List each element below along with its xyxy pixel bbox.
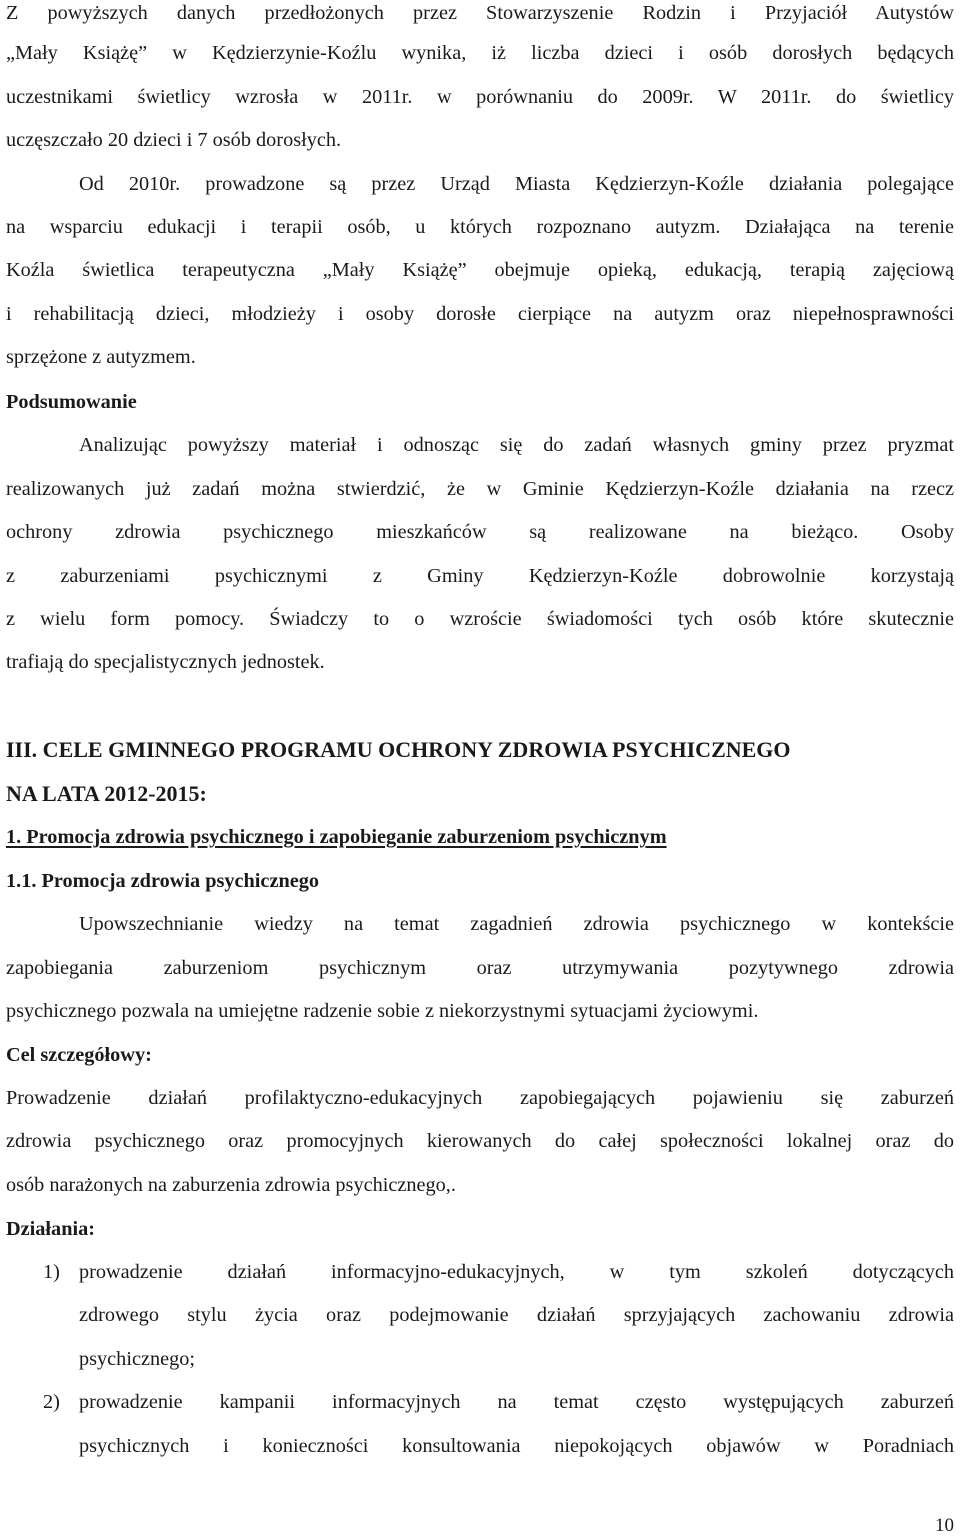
subsection-1-1-line-2: zapobiegania zaburzeniom psychicznym oraz utrzymywania pozytywnego zdrowia	[6, 957, 954, 979]
paragraph-1-line-1: Z powyższych danych przedłożonych przez Stowarzyszenie Rodzin i Przyjaciół Autystów	[6, 2, 954, 24]
page-number: 10	[935, 1515, 954, 1536]
paragraph-2-line-2: na wsparciu edukacji i terapii osób, u których rozpoznano autyzm. Działająca na terenie	[6, 216, 954, 238]
paragraph-2-line-3: Koźla świetlica terapeutyczna „Mały Książę” obejmuje opieką, edukacją, terapią zajęciową	[6, 259, 954, 281]
section-heading-line-2: NA LATA 2012-2015:	[6, 781, 207, 806]
summary-line-4: z zaburzeniami psychicznymi z Gminy Kędzierzyn-Koźle dobrowolnie korzystają	[6, 565, 954, 587]
section-heading-line-1: III. CELE GMINNEGO PROGRAMU OCHRONY ZDROWIA PSYCHICZNEGO	[6, 737, 791, 762]
paragraph-2-line-4: i rehabilitacją dzieci, młodzieży i osoby dorosłe cierpiące na autyzm oraz niepełnosprawności	[6, 303, 954, 325]
summary-heading: Podsumowanie	[6, 391, 137, 413]
action-1-line-1: prowadzenie działań informacyjno-edukacyjnych, w tym szkoleń dotyczących	[79, 1261, 954, 1283]
action-2-number: 2)	[43, 1391, 60, 1413]
summary-line-6: trafiają do specjalistycznych jednostek.	[6, 651, 325, 673]
subsection-1-1-title: 1.1. Promocja zdrowia psychicznego	[6, 870, 320, 892]
summary-line-2: realizowanych już zadań można stwierdzić, że w Gminie Kędzierzyn-Koźle działania na rzecz	[6, 478, 954, 500]
specific-goal-heading: Cel szczegółowy:	[6, 1044, 152, 1066]
subsection-1-1-line-3: psychicznego pozwala na umiejętne radzenie sobie z niekorzystnymi sytuacjami życiowymi.	[6, 1000, 759, 1022]
specific-goal-line-3: osób narażonych na zaburzenia zdrowia psychicznego,.	[6, 1174, 456, 1196]
subsection-1-title: 1. Promocja zdrowia psychicznego i zapobieganie zaburzeniom psychicznym	[6, 826, 667, 848]
action-2-line-1: prowadzenie kampanii informacyjnych na temat często występujących zaburzeń	[79, 1391, 954, 1413]
summary-line-1: Analizując powyższy materiał i odnosząc się do zadań własnych gminy przez pryzmat	[79, 434, 954, 456]
action-2-line-2: psychicznych i konieczności konsultowania niepokojących objawów w Poradniach	[79, 1435, 954, 1457]
paragraph-1-line-4: uczęszczało 20 dzieci i 7 osób dorosłych.	[6, 129, 342, 151]
summary-line-5: z wielu form pomocy. Świadczy to o wzroście świadomości tych osób które skutecznie	[6, 608, 954, 630]
specific-goal-line-1: Prowadzenie działań profilaktyczno-edukacyjnych zapobiegających pojawieniu się zaburzeń	[6, 1087, 954, 1109]
action-1-line-2: zdrowego stylu życia oraz podejmowanie działań sprzyjających zachowaniu zdrowia	[79, 1304, 954, 1326]
subsection-1-1-line-1: Upowszechnianie wiedzy na temat zagadnień zdrowia psychicznego w kontekście	[79, 913, 954, 935]
paragraph-2-line-1: Od 2010r. prowadzone są przez Urząd Miasta Kędzierzyn-Koźle działania polegające	[79, 173, 954, 195]
summary-line-3: ochrony zdrowia psychicznego mieszkańców są realizowane na bieżąco. Osoby	[6, 521, 954, 543]
action-1-number: 1)	[43, 1261, 60, 1283]
action-1-line-3: psychicznego;	[79, 1348, 196, 1370]
paragraph-1-line-3: uczestnikami świetlicy wzrosła w 2011r. w porównaniu do 2009r. W 2011r. do świetlicy	[6, 86, 954, 108]
paragraph-2-line-5: sprzężone z autyzmem.	[6, 346, 196, 368]
actions-heading: Działania:	[6, 1218, 96, 1240]
paragraph-1-line-2: „Mały Książę” w Kędzierzynie-Koźlu wynika, iż liczba dzieci i osób dorosłych będących	[6, 42, 954, 64]
specific-goal-line-2: zdrowia psychicznego oraz promocyjnych kierowanych do całej społeczności lokalnej oraz do	[6, 1130, 954, 1152]
